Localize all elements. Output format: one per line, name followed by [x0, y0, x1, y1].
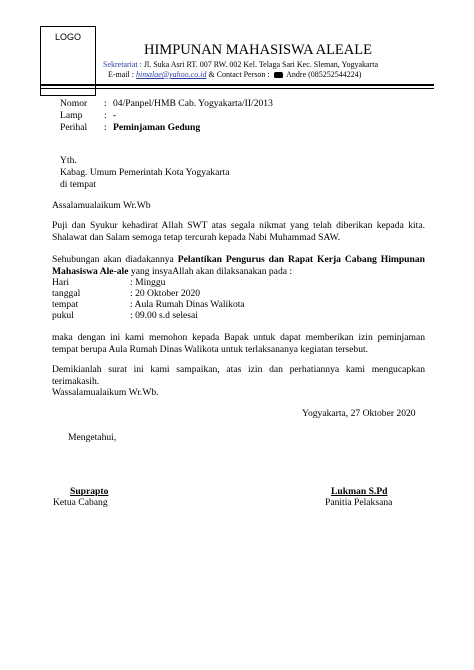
detail-label-place: tempat: [52, 299, 79, 310]
phone-icon: [274, 72, 283, 78]
nomor-colon: :: [104, 98, 107, 109]
lamp-colon: :: [104, 110, 107, 121]
contact-value: Andre (085252544224): [286, 70, 362, 79]
acknowledged-label: Mengetahui,: [68, 432, 117, 443]
recipient-name: Kabag. Umum Pemerintah Kota Yogyakarta: [60, 167, 230, 178]
recipient-location: di tempat: [60, 179, 96, 190]
email-link[interactable]: himalae@yahoo.co.id: [136, 70, 207, 79]
detail-label-date: tanggal: [52, 288, 81, 299]
right-signatory-title: Panitia Pelaksana: [325, 497, 393, 508]
greeting: Assalamualaikum Wr.Wb: [52, 200, 151, 211]
header-rule-thin: [40, 88, 434, 89]
perihal-label: Perihal: [60, 122, 88, 133]
nomor-value: 04/Panpel/HMB Cab. Yogyakarta/II/2013: [113, 98, 273, 109]
detail-value-date: : 20 Oktober 2020: [130, 288, 201, 299]
contact-label: & Contact Person :: [208, 70, 270, 79]
perihal-colon: :: [104, 122, 107, 133]
detail-value-day: : Minggu: [130, 277, 166, 288]
right-signatory-name: Lukman S.Pd: [331, 486, 388, 497]
secretariat-label: Sekretariat :: [103, 60, 142, 69]
detail-label-day: Hari: [52, 277, 70, 288]
paragraph-event: [52, 254, 425, 278]
recipient-salutation: Yth.: [60, 155, 77, 166]
header-rule-thick: [40, 84, 434, 86]
left-signatory-title: Ketua Cabang: [53, 497, 108, 508]
left-signatory-name: Suprapto: [70, 486, 109, 497]
logo-text: LOGO: [54, 32, 81, 42]
nomor-label: Nomor: [60, 98, 88, 109]
detail-value-time: : 09.00 s.d selesai: [130, 310, 198, 321]
detail-value-place: : Aula Rumah Dinas Walikota: [130, 299, 245, 310]
detail-label-time: pukul: [52, 310, 74, 321]
secretariat-address: Jl. Suka Asri RT. 007 RW. 002 Kel. Telaga Sari Kec. Sleman, Yogyakarta: [143, 60, 378, 69]
event-suffix: yang insyaAllah akan dilaksanakan pada :: [130, 266, 293, 277]
paragraph-opening: Puji dan Syukur kehadirat Allah SWT atas segala nikmat yang telah diberikan kepada kita. Shalawat dan Salam semoga tetap tercurah kepada Nabi Muhammad SAW.: [52, 220, 425, 243]
secretariat-line: [103, 60, 378, 69]
organization-name: HIMPUNAN MAHASISWA ALEALE: [144, 42, 372, 58]
lamp-value: -: [113, 110, 117, 121]
closing-greeting: Wassalamualaikum Wr.Wb.: [52, 387, 159, 398]
contact-line: [108, 70, 361, 79]
perihal-value: Peminjaman Gedung: [113, 122, 201, 133]
event-intro: Sehubungan akan diadakannya: [52, 254, 174, 265]
lamp-label: Lamp: [60, 110, 83, 121]
paragraph-request: maka dengan ini kami memohon kepada Bapak untuk dapat memberikan izin peminjaman tempat berupa Aula Rumah Dinas Walikota untuk terlaksananya kegiatan tersebut.: [52, 332, 425, 355]
paragraph-closing: Demikianlah surat ini kami sampaikan, atas izin dan perhatiannya kami mengucapkan terimakasih.: [52, 364, 425, 387]
place-date: Yogyakarta, 27 Oktober 2020: [302, 408, 416, 419]
event-name: Pelantikan Pengurus dan Rapat Kerja Cabang Himpunan Mahasiswa Ale-ale: [52, 254, 425, 277]
email-label: E-mail :: [108, 70, 134, 79]
